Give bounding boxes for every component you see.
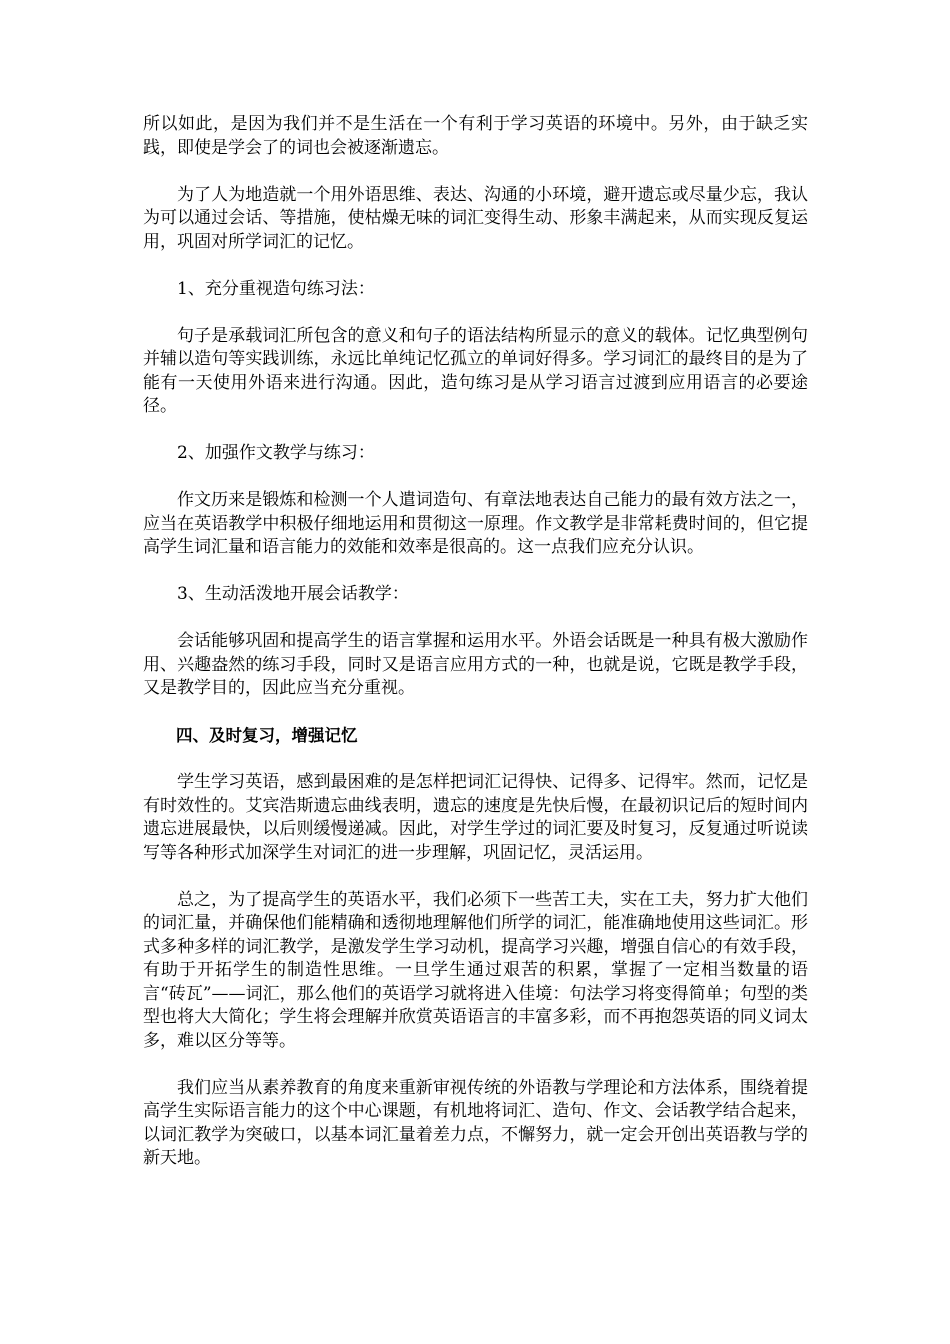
document-body <box>143 113 808 1194</box>
paragraph-summary: 总之，为了提高学生的英语水平，我们必须下一些苦工夫，实在工夫，努力扩大他们的词汇量，并确保他们能精确和透彻地理解他们所学的词汇，能准确地使用这些词汇。形式多种多样的词汇教学，是激发学生学习动机，提高学习兴趣，增强自信心的有效手段，有助于开拓学生的制造性思维。一旦学生通过艰苦的积累，掌握了一定相当数量的语言“砖瓦”——词汇，那么他们的英语学习就将进入佳境：句法学习将变得简单；句型的类型也将大大简化；学生将会理解并欣赏英语语言的丰富多彩，而不再抱怨英语的同义词太多，难以区分等等。 <box>143 889 808 1051</box>
paragraph-composition: 作文历来是锻炼和检测一个人遣词造句、有章法地表达自己能力的最有效方法之一，应当在英语教学中积极仔细地运用和贯彻这一原理。作文教学是非常耗费时间的，但它提高学生词汇量和语言能力的效能和效率是很高的。这一点我们应充分认识。 <box>143 490 808 557</box>
subheading-sentence-practice: 1、充分重视造句练习法： <box>177 278 375 299</box>
subheading-composition: 2、加强作文教学与练习： <box>177 443 375 463</box>
paragraph-conversation: 会话能够巩固和提高学生的语言掌握和运用水平。外语会话既是一种具有极大激励作用、兴趣盎然的练习手段，同时又是语言应用方式的一种，也就是说，它既是教学手段，又是教学目的，因此应当充分重视。 <box>143 631 808 698</box>
paragraph-environment: 为了人为地造就一个用外语思维、表达、沟通的小环境，避开遗忘或尽量少忘，我认为可以通过会话、等措施，使枯燥无味的词汇变得生动、形象丰满起来，从而实现反复运用，巩固对所学词汇的记忆。 <box>143 184 808 252</box>
paragraph-conclusion: 我们应当从素养教育的角度来重新审视传统的外语教与学理论和方法体系，围绕着提高学生实际语言能力的这个中心课题，有机地将词汇、造句、作文、会话教学结合起来，以词汇教学为突破口，以基本词汇量着差力点，不懈努力，就一定会开创出英语教与学的新天地。 <box>143 1077 808 1168</box>
paragraph-review: 学生学习英语，感到最困难的是怎样把词汇记得快、记得多、记得牢。然而，记忆是有时效性的。艾宾浩斯遗忘曲线表明，遗忘的速度是先快后慢，在最初识记后的短时间内遗忘进展最快，以后则缓慢递减。因此，对学生学过的词汇要及时复习，反复通过听说读写等各种形式加深学生对词汇的进一步理解，巩固记忆，灵活运用。 <box>143 772 808 863</box>
paragraph-continuation: 所以如此，是因为我们并不是生活在一个有利于学习英语的环境中。另外，由于缺乏实践，即使是学会了的词也会被逐渐遗忘。 <box>143 114 808 158</box>
subheading-conversation: 3、生动活泼地开展会话教学： <box>177 584 409 604</box>
paragraph-sentence-practice: 句子是承载词汇所包含的意义和句子的语法结构所显示的意义的载体。记忆典型例句并辅以造句等实践训练，永远比单纯记忆孤立的单词好得多。学习词汇的最终目的是为了能有一天使用外语来进行沟通。因此，造句练习是从学习语言过渡到应用语言的必要途径。 <box>143 325 808 416</box>
section-heading-review: 四、及时复习，增强记忆 <box>176 726 358 745</box>
